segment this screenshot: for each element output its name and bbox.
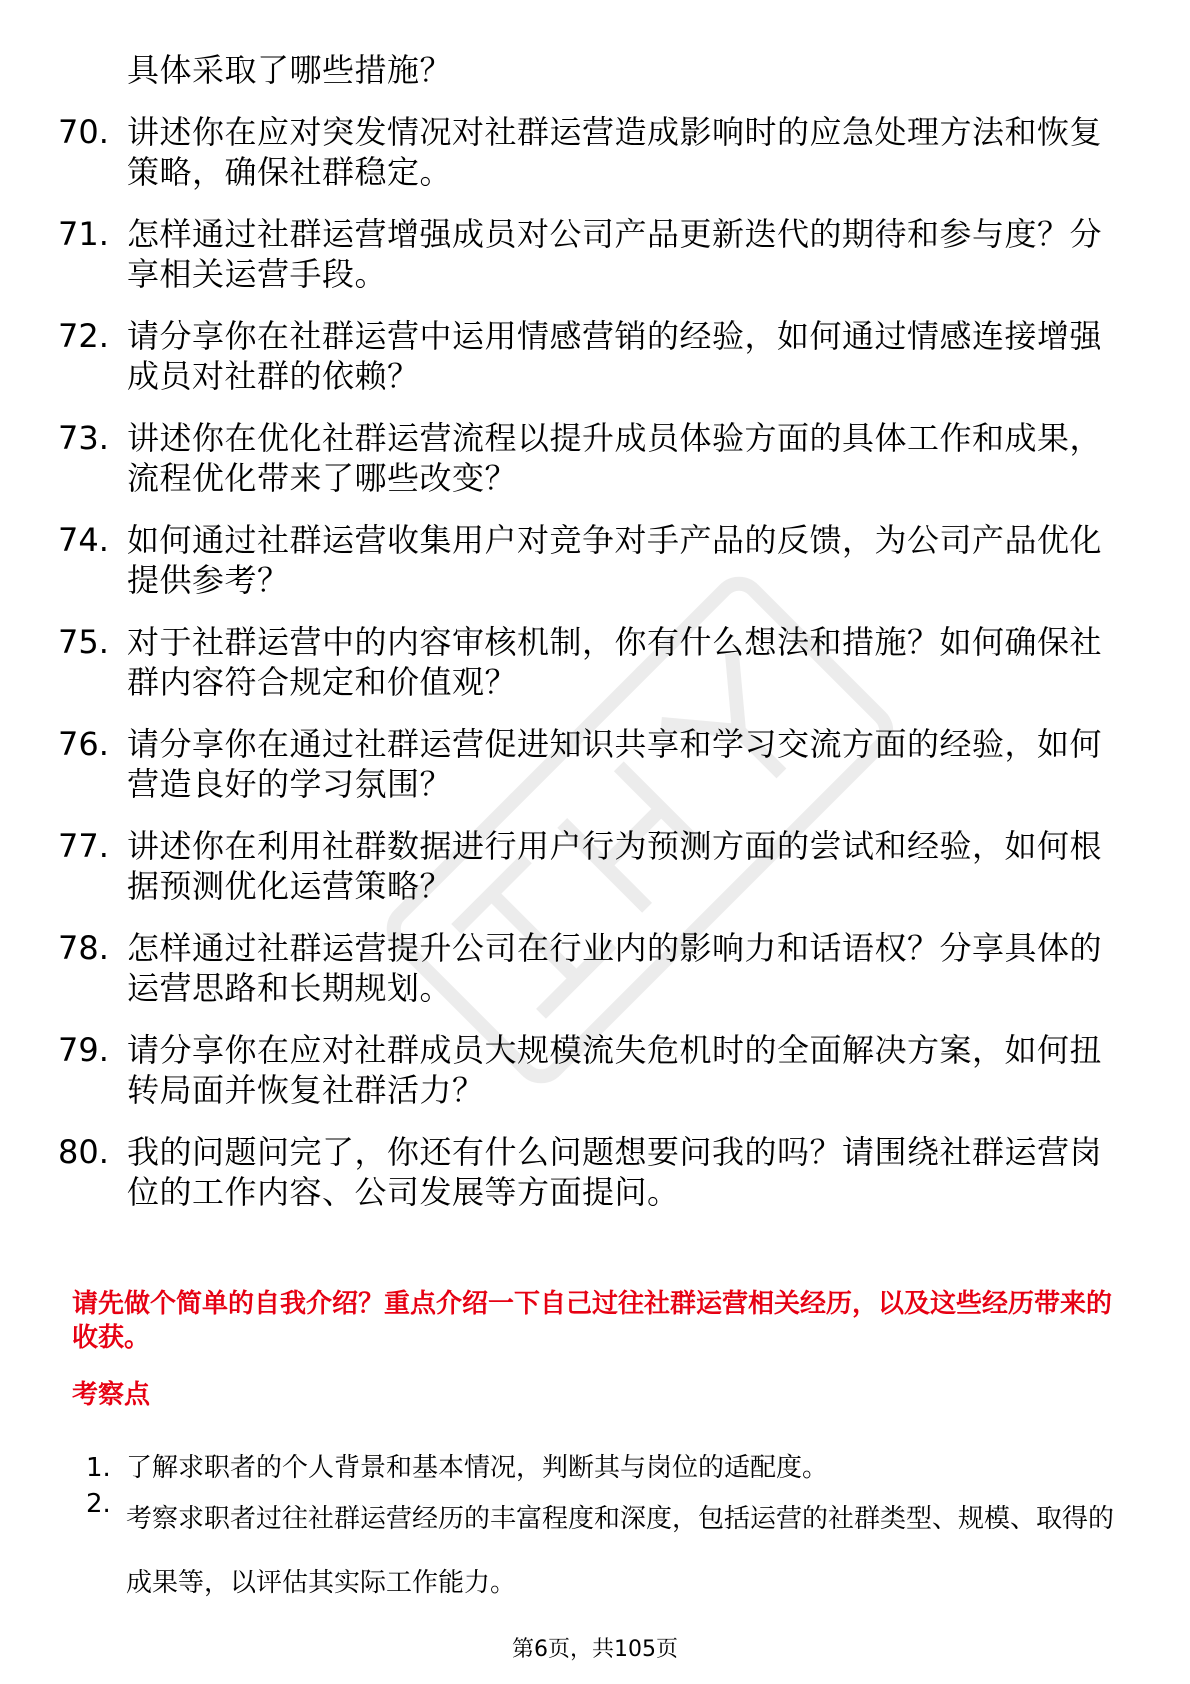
- question-item: [58, 1030, 1118, 1110]
- question-text: 讲述你在优化社群运营流程以提升成员体验方面的具体工作和成果，流程优化带来了哪些改变？: [127, 419, 1103, 497]
- question-item: [58, 214, 1118, 294]
- page-footer: 第6页，共105页: [512, 1637, 678, 1662]
- assessment-points: [86, 1451, 1116, 1632]
- assessment-point: [86, 1487, 1116, 1615]
- question-number: 80.: [58, 1133, 109, 1171]
- question-item: [58, 112, 1118, 192]
- question-number: 71.: [58, 215, 109, 253]
- question-number: 72.: [58, 317, 109, 355]
- question-number: 77.: [58, 827, 109, 865]
- point-text: 了解求职者的个人背景和基本情况，判断其与岗位的适配度。: [126, 1453, 829, 1483]
- question-text: 讲述你在应对突发情况对社群运营造成影响时的应急处理方法和恢复策略，确保社群稳定。: [127, 113, 1103, 191]
- question-text: 怎样通过社群运营增强成员对公司产品更新迭代的期待和参与度？分享相关运营手段。: [127, 215, 1103, 293]
- question-item: [58, 724, 1118, 804]
- question-item: [58, 1132, 1118, 1212]
- question-number: 78.: [58, 929, 109, 967]
- question-text: 对于社群运营中的内容审核机制，你有什么想法和措施？如何确保社群内容符合规定和价值观？: [127, 623, 1103, 701]
- point-number: 1.: [86, 1453, 111, 1483]
- question-number: 76.: [58, 725, 109, 763]
- question-item: [58, 520, 1118, 600]
- question-number: 70.: [58, 113, 109, 151]
- assessment-point: [86, 1451, 1116, 1485]
- point-text: 考察求职者过往社群运营经历的丰富程度和深度，包括运营的社群类型、规模、取得的成果等，以评估其实际工作能力。: [126, 1504, 1115, 1598]
- question-text: 请分享你在通过社群运营促进知识共享和学习交流方面的经验，如何营造良好的学习氛围？: [127, 725, 1103, 803]
- question-text: 我的问题问完了，你还有什么问题想要问我的吗？请围绕社群运营岗位的工作内容、公司发展等方面提问。: [127, 1133, 1103, 1211]
- question-number: 75.: [58, 623, 109, 661]
- question-text: 讲述你在利用社群数据进行用户行为预测方面的尝试和经验，如何根据预测优化运营策略？: [127, 827, 1103, 905]
- point-number: 2.: [86, 1489, 111, 1519]
- question-item: [58, 928, 1118, 1008]
- question-text: 如何通过社群运营收集用户对竞争对手产品的反馈，为公司产品优化提供参考？: [127, 521, 1103, 599]
- question-text: 怎样通过社群运营提升公司在行业内的影响力和话语权？分享具体的运营思路和长期规划。: [127, 929, 1103, 1007]
- question-list: [58, 112, 1118, 1234]
- question-number: 74.: [58, 521, 109, 559]
- question-item: [58, 316, 1118, 396]
- continuation-text: 具体采取了哪些措施？: [127, 51, 453, 89]
- question-item: [58, 622, 1118, 702]
- question-text: 请分享你在应对社群成员大规模流失危机时的全面解决方案，如何扭转局面并恢复社群活力？: [127, 1031, 1103, 1109]
- question-item: [58, 418, 1118, 498]
- question-text: 请分享你在社群运营中运用情感营销的经验，如何通过情感连接增强成员对社群的依赖？: [127, 317, 1103, 395]
- question-number: 79.: [58, 1031, 109, 1069]
- highlighted-question: 请先做个简单的自我介绍？重点介绍一下自己过往社群运营相关经历，以及这些经历带来的收获。: [72, 1289, 1113, 1353]
- question-item: [58, 826, 1118, 906]
- question-number: 73.: [58, 419, 109, 457]
- section-label: 考察点: [72, 1380, 151, 1410]
